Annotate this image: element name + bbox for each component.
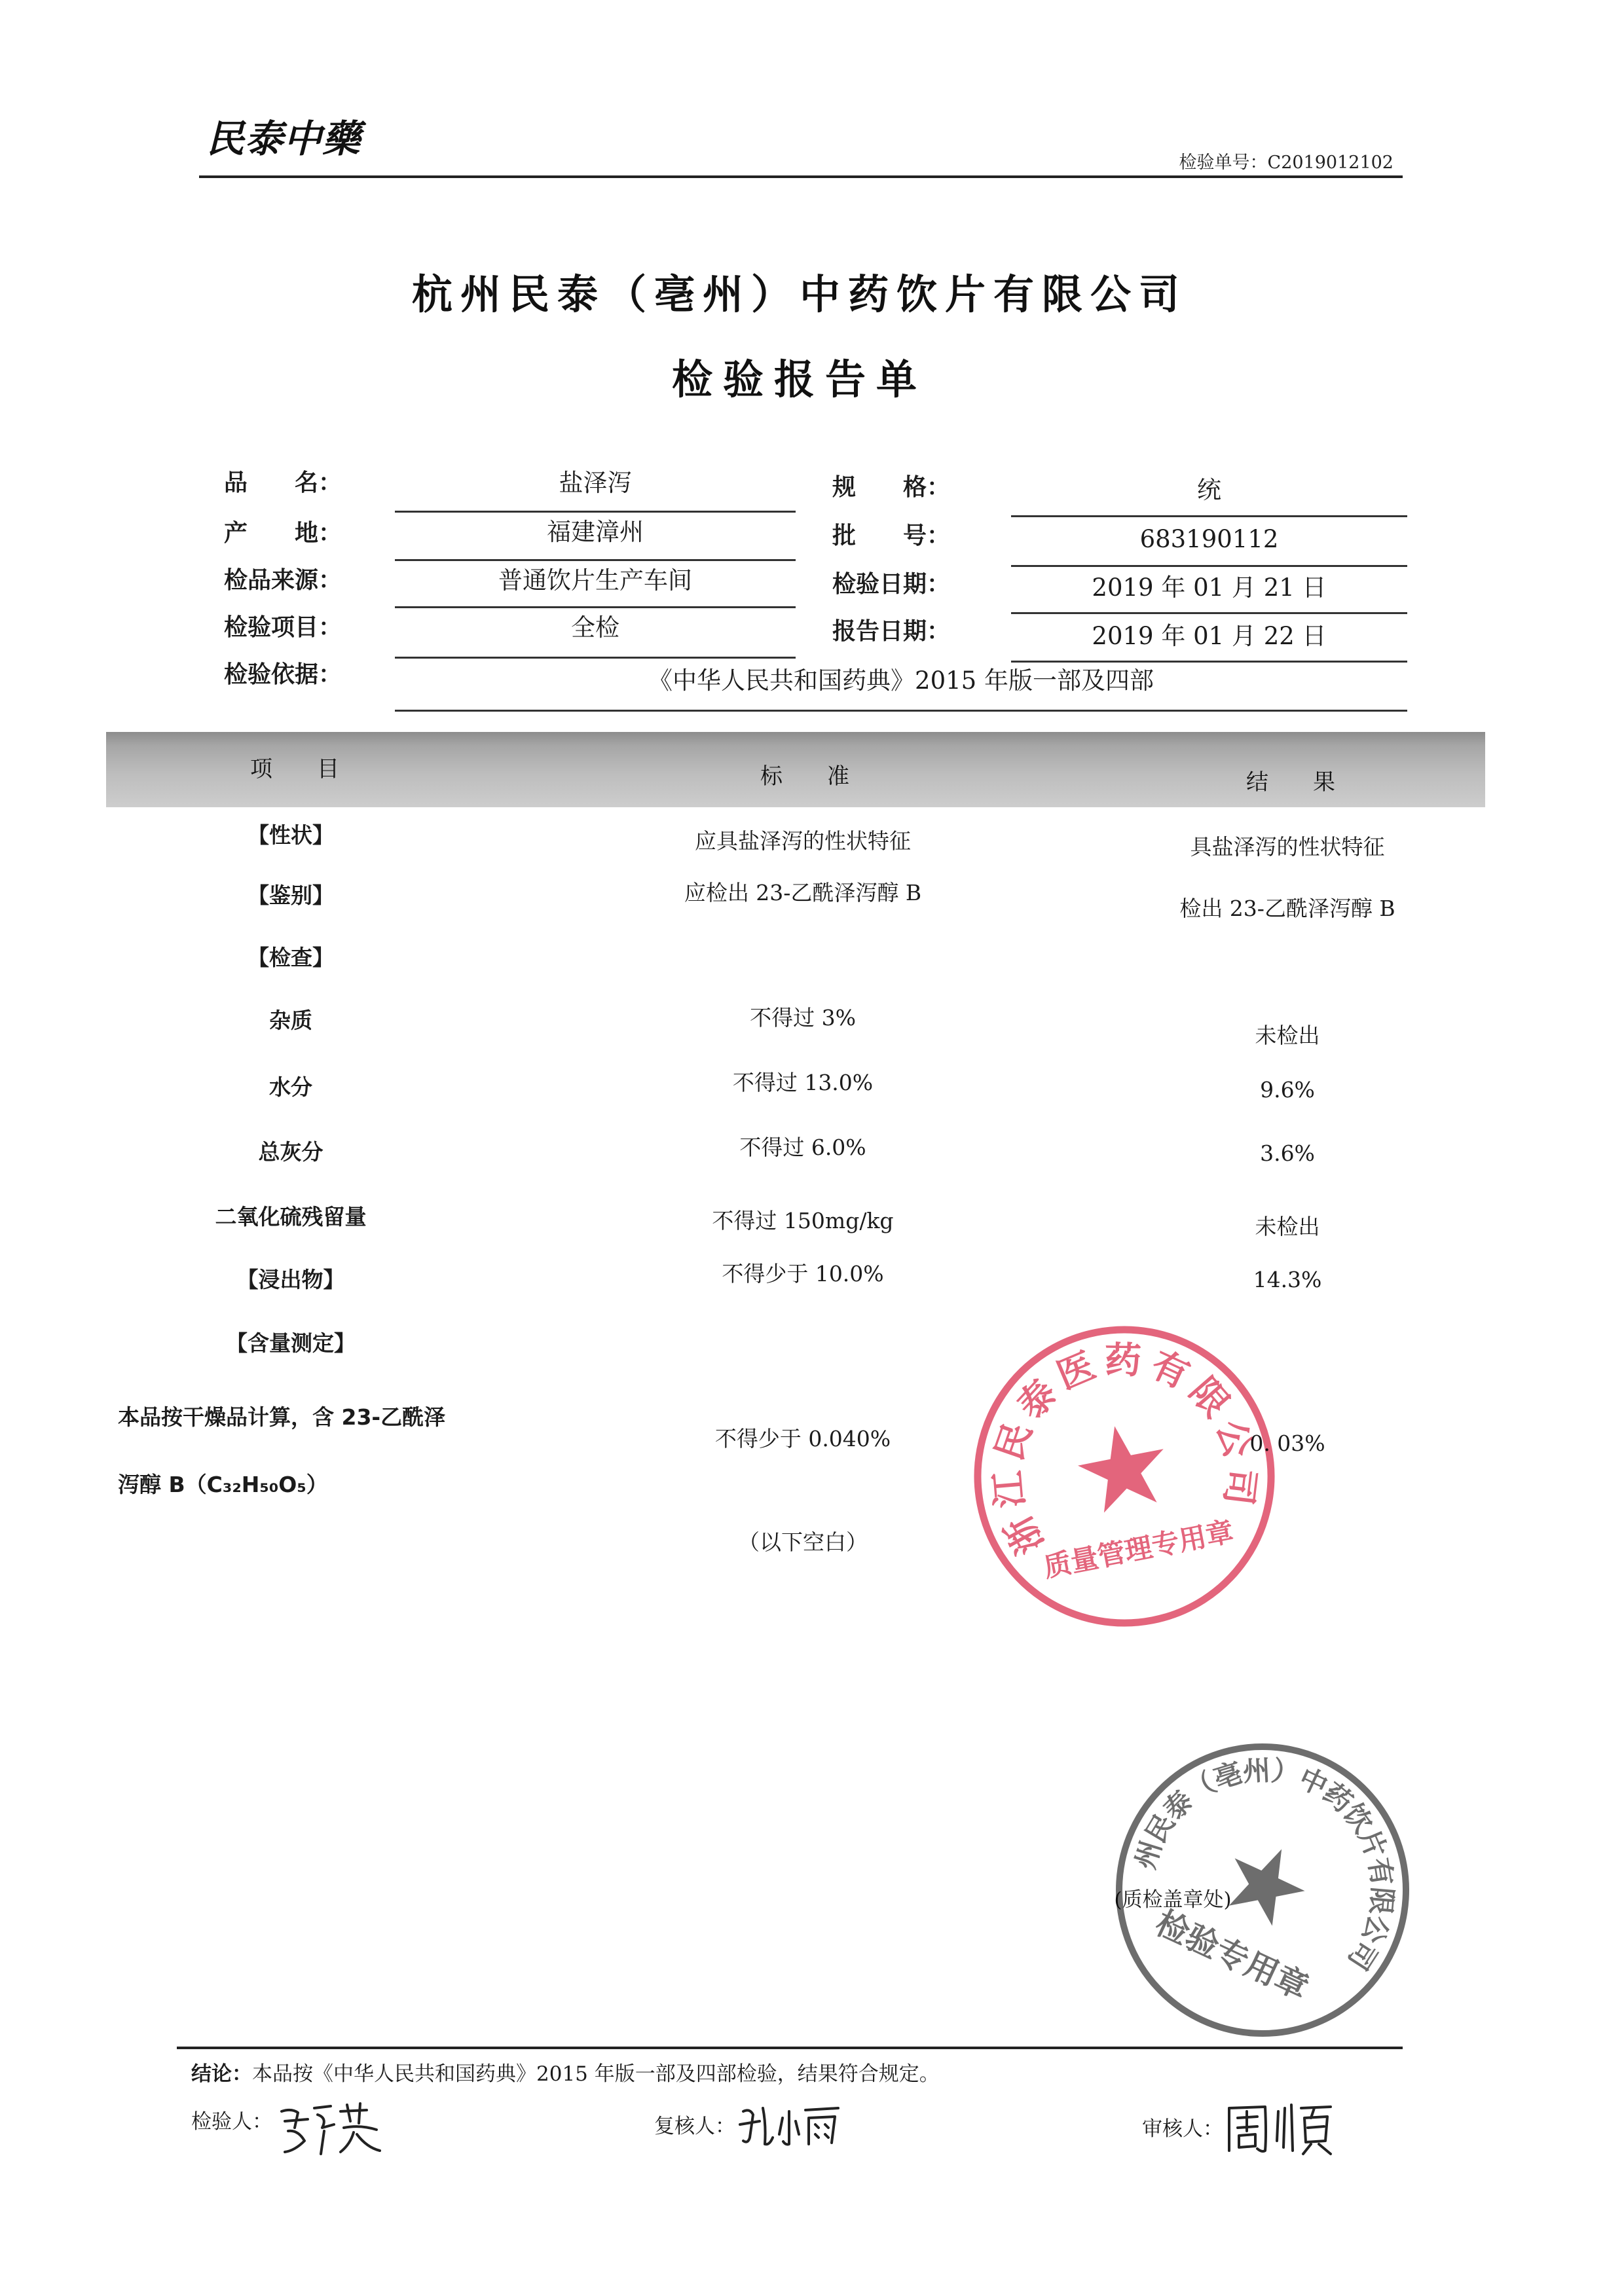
- row-standard: 不得少于 10.0%: [722, 1261, 884, 1286]
- basis-value: 《中华人民共和国药典》2015 年版一部及四部: [648, 666, 1154, 695]
- spec-value: 统: [1197, 476, 1221, 504]
- row-result: 3.6%: [1260, 1140, 1315, 1166]
- row-item: 【鉴别】: [248, 883, 334, 908]
- report-date-value: 2019 年 01 月 22 日: [1092, 622, 1327, 650]
- star-icon: [1072, 1418, 1173, 1516]
- test-date-underline: [1011, 612, 1407, 614]
- row-standard: 不得少于 0.040%: [714, 1426, 891, 1451]
- row-standard: 不得过 13.0%: [732, 1070, 874, 1095]
- seal-inner-text: 检验专用章: [1149, 1903, 1315, 2007]
- product-name-underline: [395, 511, 796, 513]
- batch-no-underline: [1011, 565, 1407, 567]
- row-result: 9.6%: [1260, 1077, 1315, 1102]
- origin-underline: [395, 559, 796, 561]
- row-result: 未检出: [1255, 1023, 1320, 1048]
- header-rule: [199, 175, 1403, 178]
- basis-label: 检验依据：: [224, 661, 342, 688]
- row-item: 总灰分: [258, 1139, 323, 1165]
- report-number-label: 检验单号：: [1179, 153, 1268, 173]
- product-name-value: 盐泽泻: [559, 469, 632, 497]
- row-standard: 不得过 150mg/kg: [712, 1208, 894, 1233]
- approver-label: 审核人：: [1142, 2117, 1223, 2141]
- batch-no-value: 683190112: [1139, 525, 1279, 553]
- basis-underline: [395, 710, 1407, 712]
- batch-no-label: 批 号：: [832, 522, 951, 549]
- test-date-value: 2019 年 01 月 21 日: [1092, 574, 1327, 602]
- row-item: 杂质: [269, 1008, 312, 1033]
- test-items-value: 全检: [571, 613, 619, 642]
- seal-inner-text: 质量管理专用章: [1041, 1515, 1236, 1584]
- conclusion-label: 结论：: [191, 2062, 252, 2086]
- test-date-label: 检验日期：: [832, 571, 951, 598]
- inspector-signature: [268, 2092, 386, 2157]
- row-item: 【浸出物】: [236, 1267, 345, 1292]
- row-result: 具盐泽泻的性状特征: [1190, 834, 1385, 860]
- document-title: 检验报告单: [671, 355, 927, 403]
- spec-label: 规 格：: [832, 474, 951, 501]
- origin-value: 福建漳州: [547, 518, 644, 546]
- conclusion-text: 本品按《中华人民共和国药典》2015 年版一部及四部检验，结果符合规定。: [252, 2062, 940, 2086]
- sample-source-label: 检品来源：: [224, 567, 342, 594]
- row-item: 水分: [269, 1074, 312, 1100]
- star-icon: [1215, 1833, 1316, 1933]
- footer-rule: [177, 2047, 1403, 2049]
- row-standard: 应检出 23-乙酰泽泻醇 B: [684, 880, 922, 905]
- report-date-label: 报告日期：: [832, 618, 951, 645]
- column-header-result: 结 果: [1246, 769, 1335, 795]
- product-name-label: 品 名：: [224, 469, 342, 496]
- row-standard: 不得过 3%: [750, 1005, 856, 1030]
- column-header-standard: 标 准: [760, 763, 849, 790]
- report-date-underline: [1011, 661, 1407, 663]
- test-items-label: 检验项目：: [224, 614, 342, 641]
- row-item-line: 泻醇 B（C₃₂H₅₀O₅）: [118, 1472, 328, 1497]
- stamp-area-note: (质检盖章处): [1114, 1888, 1232, 1912]
- row-item: 【检查】: [248, 945, 334, 970]
- row-item-line: 本品按干燥品计算，含 23-乙酰泽: [118, 1404, 446, 1430]
- row-standard: 不得过 6.0%: [739, 1135, 866, 1160]
- spec-underline: [1011, 515, 1407, 517]
- quality-management-seal: [940, 1292, 1309, 1661]
- row-result: 未检出: [1255, 1214, 1320, 1239]
- reviewer-label: 复核人：: [654, 2115, 735, 2138]
- column-header-item: 项 目: [250, 756, 339, 782]
- company-logo: 民泰中藥: [206, 117, 361, 161]
- row-item: 【含量测定】: [226, 1330, 356, 1356]
- row-item: 【性状】: [248, 822, 334, 848]
- origin-label: 产 地：: [224, 520, 342, 547]
- seal-outer-text: 浙江民泰医药有限公司: [986, 1339, 1263, 1561]
- reviewer-signature: [733, 2098, 845, 2151]
- row-result: 14.3%: [1253, 1267, 1322, 1292]
- inspection-seal: [1058, 1686, 1467, 2095]
- report-number: [1179, 153, 1393, 173]
- approver-signature: [1219, 2095, 1337, 2157]
- row-result: 0. 03%: [1249, 1430, 1325, 1456]
- test-items-underline: [395, 657, 796, 659]
- row-result: 检出 23-乙酰泽泻醇 B: [1179, 896, 1395, 921]
- row-standard: 应具盐泽泻的性状特征: [695, 828, 911, 854]
- sample-source-value: 普通饮片生产车间: [498, 566, 692, 594]
- seal-outer-text: 州民泰（亳州）中药饮片有限公司: [1129, 1754, 1399, 1976]
- report-number-value: C2019012102: [1267, 153, 1393, 173]
- inspector-label: 检验人：: [191, 2110, 272, 2134]
- company-title: 杭州民泰（亳州）中药饮片有限公司: [411, 270, 1187, 318]
- table-end-note: （以下空白）: [738, 1529, 868, 1555]
- row-item: 二氧化硫残留量: [215, 1204, 367, 1230]
- conclusion: [191, 2062, 940, 2086]
- sample-source-underline: [395, 606, 796, 608]
